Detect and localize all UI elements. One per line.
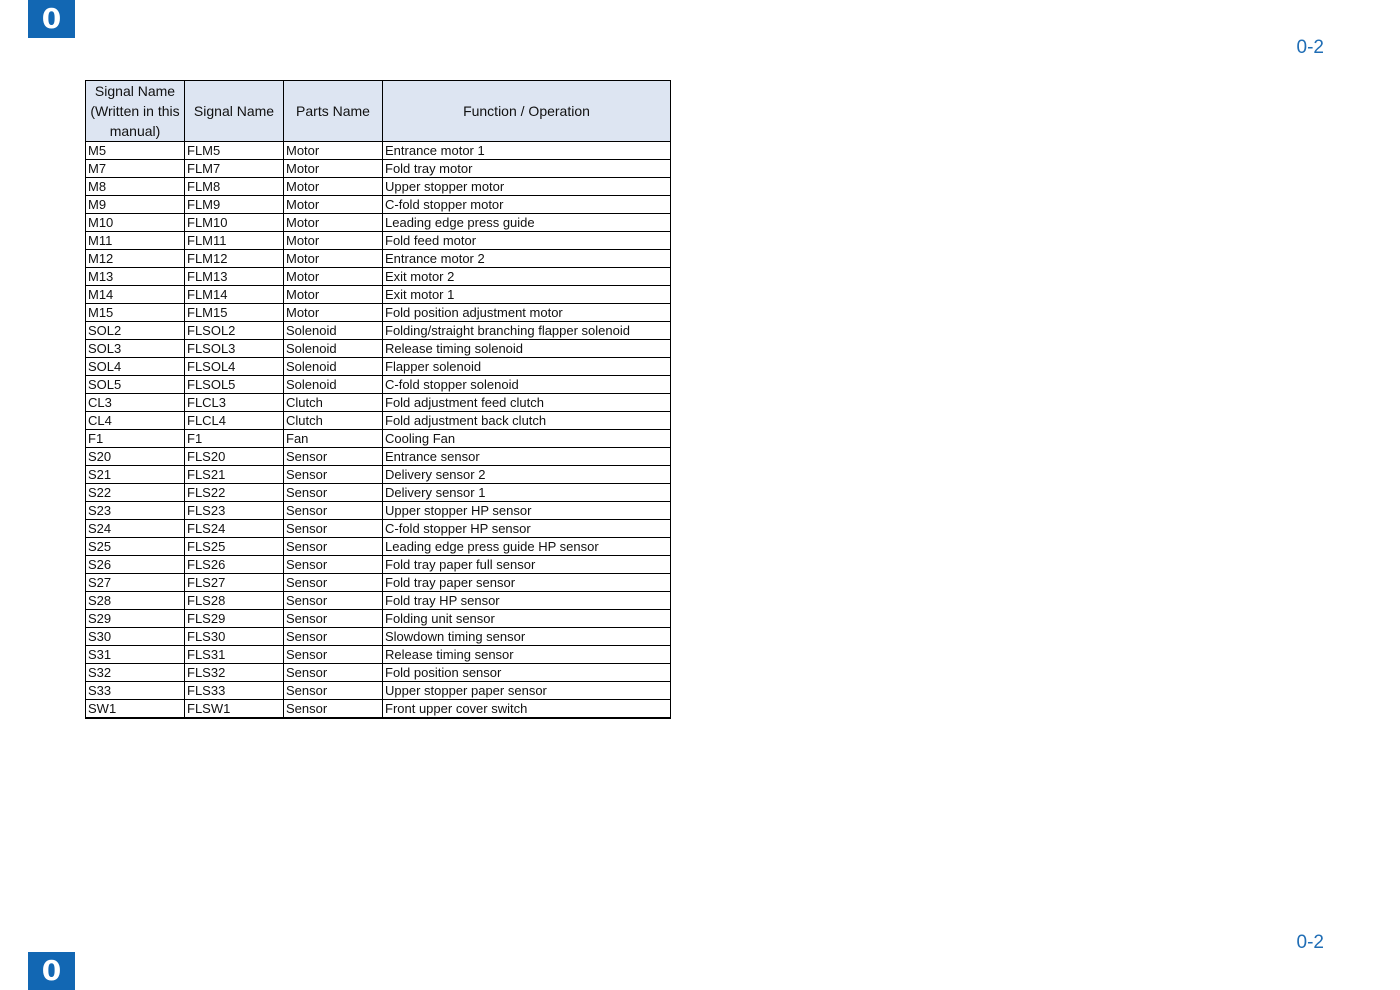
table-row (86, 286, 671, 304)
table-row (86, 358, 671, 376)
cell-parts-name: Sensor (284, 484, 383, 502)
table-row (86, 610, 671, 628)
cell-function-operation: Fold position sensor (383, 664, 671, 682)
cell-signal-name: FLS27 (185, 574, 284, 592)
cell-parts-name: Solenoid (284, 340, 383, 358)
header-function-operation: Function / Operation (383, 81, 671, 142)
cell-signal-name-manual: S25 (86, 538, 185, 556)
cell-signal-name-manual: M12 (86, 250, 185, 268)
cell-signal-name-manual: SOL5 (86, 376, 185, 394)
cell-signal-name-manual: S32 (86, 664, 185, 682)
cell-signal-name-manual: M5 (86, 142, 185, 160)
cell-signal-name: FLM9 (185, 196, 284, 214)
cell-signal-name: FLS20 (185, 448, 284, 466)
cell-signal-name: FLS26 (185, 556, 284, 574)
table-row (86, 394, 671, 412)
cell-parts-name: Sensor (284, 502, 383, 520)
cell-signal-name-manual: M15 (86, 304, 185, 322)
cell-signal-name-manual: S30 (86, 628, 185, 646)
cell-function-operation: Fold adjustment back clutch (383, 412, 671, 430)
cell-signal-name: F1 (185, 430, 284, 448)
table-row (86, 376, 671, 394)
cell-signal-name-manual: M9 (86, 196, 185, 214)
table-row (86, 232, 671, 250)
table-row (86, 304, 671, 322)
cell-function-operation: Upper stopper paper sensor (383, 682, 671, 700)
cell-parts-name: Sensor (284, 538, 383, 556)
cell-parts-name: Motor (284, 304, 383, 322)
cell-signal-name-manual: S24 (86, 520, 185, 538)
cell-function-operation: Entrance motor 2 (383, 250, 671, 268)
table-row (86, 160, 671, 178)
cell-signal-name-manual: CL4 (86, 412, 185, 430)
cell-parts-name: Clutch (284, 412, 383, 430)
cell-function-operation: Release timing sensor (383, 646, 671, 664)
table-row (86, 448, 671, 466)
table-row (86, 538, 671, 556)
cell-function-operation: Flapper solenoid (383, 358, 671, 376)
cell-parts-name: Sensor (284, 556, 383, 574)
cell-signal-name: FLS28 (185, 592, 284, 610)
cell-signal-name-manual: S26 (86, 556, 185, 574)
cell-signal-name: FLS29 (185, 610, 284, 628)
table-row (86, 214, 671, 232)
cell-signal-name-manual: M10 (86, 214, 185, 232)
chapter-tab-bottom[interactable]: 0 (28, 952, 75, 990)
table-row (86, 628, 671, 646)
table-body (86, 142, 671, 719)
cell-function-operation: Exit motor 1 (383, 286, 671, 304)
page-number-top: 0-2 (1296, 37, 1324, 58)
cell-function-operation: Delivery sensor 1 (383, 484, 671, 502)
table-header-row (86, 81, 671, 142)
cell-signal-name-manual: S29 (86, 610, 185, 628)
table-row (86, 502, 671, 520)
table-row (86, 340, 671, 358)
cell-function-operation: Upper stopper motor (383, 178, 671, 196)
table-row (86, 412, 671, 430)
cell-function-operation: C-fold stopper HP sensor (383, 520, 671, 538)
cell-function-operation: Front upper cover switch (383, 700, 671, 719)
table-row (86, 664, 671, 682)
cell-signal-name-manual: F1 (86, 430, 185, 448)
chapter-tab-top[interactable]: 0 (28, 0, 75, 38)
cell-parts-name: Sensor (284, 628, 383, 646)
page-number-bottom: 0-2 (1296, 932, 1324, 953)
cell-parts-name: Sensor (284, 682, 383, 700)
cell-function-operation: Fold tray paper full sensor (383, 556, 671, 574)
cell-signal-name: FLM5 (185, 142, 284, 160)
cell-function-operation: Entrance motor 1 (383, 142, 671, 160)
table-row (86, 484, 671, 502)
cell-function-operation: Folding/straight branching flapper solenoid (383, 322, 671, 340)
cell-function-operation: Fold tray HP sensor (383, 592, 671, 610)
cell-function-operation: Release timing solenoid (383, 340, 671, 358)
cell-signal-name-manual: SOL2 (86, 322, 185, 340)
cell-parts-name: Sensor (284, 664, 383, 682)
cell-signal-name: FLS31 (185, 646, 284, 664)
cell-signal-name-manual: CL3 (86, 394, 185, 412)
cell-signal-name: FLM10 (185, 214, 284, 232)
cell-parts-name: Motor (284, 250, 383, 268)
cell-signal-name: FLCL4 (185, 412, 284, 430)
cell-signal-name: FLS21 (185, 466, 284, 484)
table-row (86, 268, 671, 286)
cell-signal-name: FLM14 (185, 286, 284, 304)
cell-signal-name: FLSOL2 (185, 322, 284, 340)
cell-signal-name: FLS25 (185, 538, 284, 556)
cell-function-operation: Exit motor 2 (383, 268, 671, 286)
cell-function-operation: Upper stopper HP sensor (383, 502, 671, 520)
table-row (86, 322, 671, 340)
table-row (86, 178, 671, 196)
cell-function-operation: Delivery sensor 2 (383, 466, 671, 484)
cell-function-operation: Fold feed motor (383, 232, 671, 250)
cell-function-operation: Slowdown timing sensor (383, 628, 671, 646)
cell-parts-name: Motor (284, 160, 383, 178)
cell-signal-name: FLS22 (185, 484, 284, 502)
cell-signal-name-manual: S22 (86, 484, 185, 502)
cell-function-operation: Folding unit sensor (383, 610, 671, 628)
cell-function-operation: Fold position adjustment motor (383, 304, 671, 322)
table-row (86, 142, 671, 160)
cell-signal-name: FLM12 (185, 250, 284, 268)
cell-parts-name: Sensor (284, 466, 383, 484)
cell-signal-name: FLS30 (185, 628, 284, 646)
table-row (86, 556, 671, 574)
table-row (86, 574, 671, 592)
cell-signal-name: FLM7 (185, 160, 284, 178)
cell-function-operation: Leading edge press guide (383, 214, 671, 232)
table-row (86, 520, 671, 538)
cell-signal-name-manual: S28 (86, 592, 185, 610)
cell-signal-name-manual: SOL4 (86, 358, 185, 376)
cell-parts-name: Motor (284, 286, 383, 304)
table-row (86, 592, 671, 610)
cell-signal-name-manual: M8 (86, 178, 185, 196)
cell-parts-name: Sensor (284, 610, 383, 628)
cell-function-operation: C-fold stopper motor (383, 196, 671, 214)
cell-parts-name: Sensor (284, 592, 383, 610)
table-row (86, 250, 671, 268)
cell-signal-name-manual: S20 (86, 448, 185, 466)
cell-signal-name: FLCL3 (185, 394, 284, 412)
cell-function-operation: Cooling Fan (383, 430, 671, 448)
cell-parts-name: Sensor (284, 520, 383, 538)
header-signal-name-manual: Signal Name (Written in this manual) (86, 81, 185, 142)
cell-signal-name-manual: S27 (86, 574, 185, 592)
cell-parts-name: Motor (284, 142, 383, 160)
table-row (86, 700, 671, 719)
table-row (86, 466, 671, 484)
cell-function-operation: Fold tray motor (383, 160, 671, 178)
cell-parts-name: Sensor (284, 700, 383, 719)
cell-signal-name-manual: S33 (86, 682, 185, 700)
cell-parts-name: Sensor (284, 448, 383, 466)
cell-function-operation: Leading edge press guide HP sensor (383, 538, 671, 556)
cell-parts-name: Fan (284, 430, 383, 448)
cell-signal-name: FLSW1 (185, 700, 284, 719)
cell-signal-name: FLS23 (185, 502, 284, 520)
cell-parts-name: Motor (284, 268, 383, 286)
table-row (86, 646, 671, 664)
cell-function-operation: Fold tray paper sensor (383, 574, 671, 592)
cell-parts-name: Sensor (284, 646, 383, 664)
cell-signal-name: FLSOL3 (185, 340, 284, 358)
cell-signal-name: FLS24 (185, 520, 284, 538)
cell-parts-name: Motor (284, 178, 383, 196)
cell-signal-name: FLM8 (185, 178, 284, 196)
header-parts-name: Parts Name (284, 81, 383, 142)
signal-table (85, 80, 671, 719)
table-row (86, 682, 671, 700)
cell-signal-name-manual: SW1 (86, 700, 185, 719)
cell-parts-name: Motor (284, 232, 383, 250)
cell-signal-name: FLM15 (185, 304, 284, 322)
cell-signal-name: FLSOL4 (185, 358, 284, 376)
cell-signal-name-manual: M7 (86, 160, 185, 178)
cell-function-operation: Entrance sensor (383, 448, 671, 466)
cell-signal-name-manual: S23 (86, 502, 185, 520)
cell-function-operation: C-fold stopper solenoid (383, 376, 671, 394)
table-row (86, 430, 671, 448)
cell-signal-name-manual: M13 (86, 268, 185, 286)
cell-signal-name: FLSOL5 (185, 376, 284, 394)
cell-signal-name-manual: S21 (86, 466, 185, 484)
cell-parts-name: Clutch (284, 394, 383, 412)
cell-signal-name-manual: M11 (86, 232, 185, 250)
cell-signal-name: FLS32 (185, 664, 284, 682)
cell-function-operation: Fold adjustment feed clutch (383, 394, 671, 412)
cell-parts-name: Solenoid (284, 358, 383, 376)
cell-signal-name: FLM11 (185, 232, 284, 250)
cell-parts-name: Motor (284, 214, 383, 232)
cell-parts-name: Sensor (284, 574, 383, 592)
cell-signal-name-manual: M14 (86, 286, 185, 304)
cell-parts-name: Solenoid (284, 322, 383, 340)
cell-signal-name: FLM13 (185, 268, 284, 286)
cell-signal-name: FLS33 (185, 682, 284, 700)
cell-parts-name: Motor (284, 196, 383, 214)
cell-signal-name-manual: S31 (86, 646, 185, 664)
table-row (86, 196, 671, 214)
cell-parts-name: Solenoid (284, 376, 383, 394)
cell-signal-name-manual: SOL3 (86, 340, 185, 358)
header-signal-name: Signal Name (185, 81, 284, 142)
